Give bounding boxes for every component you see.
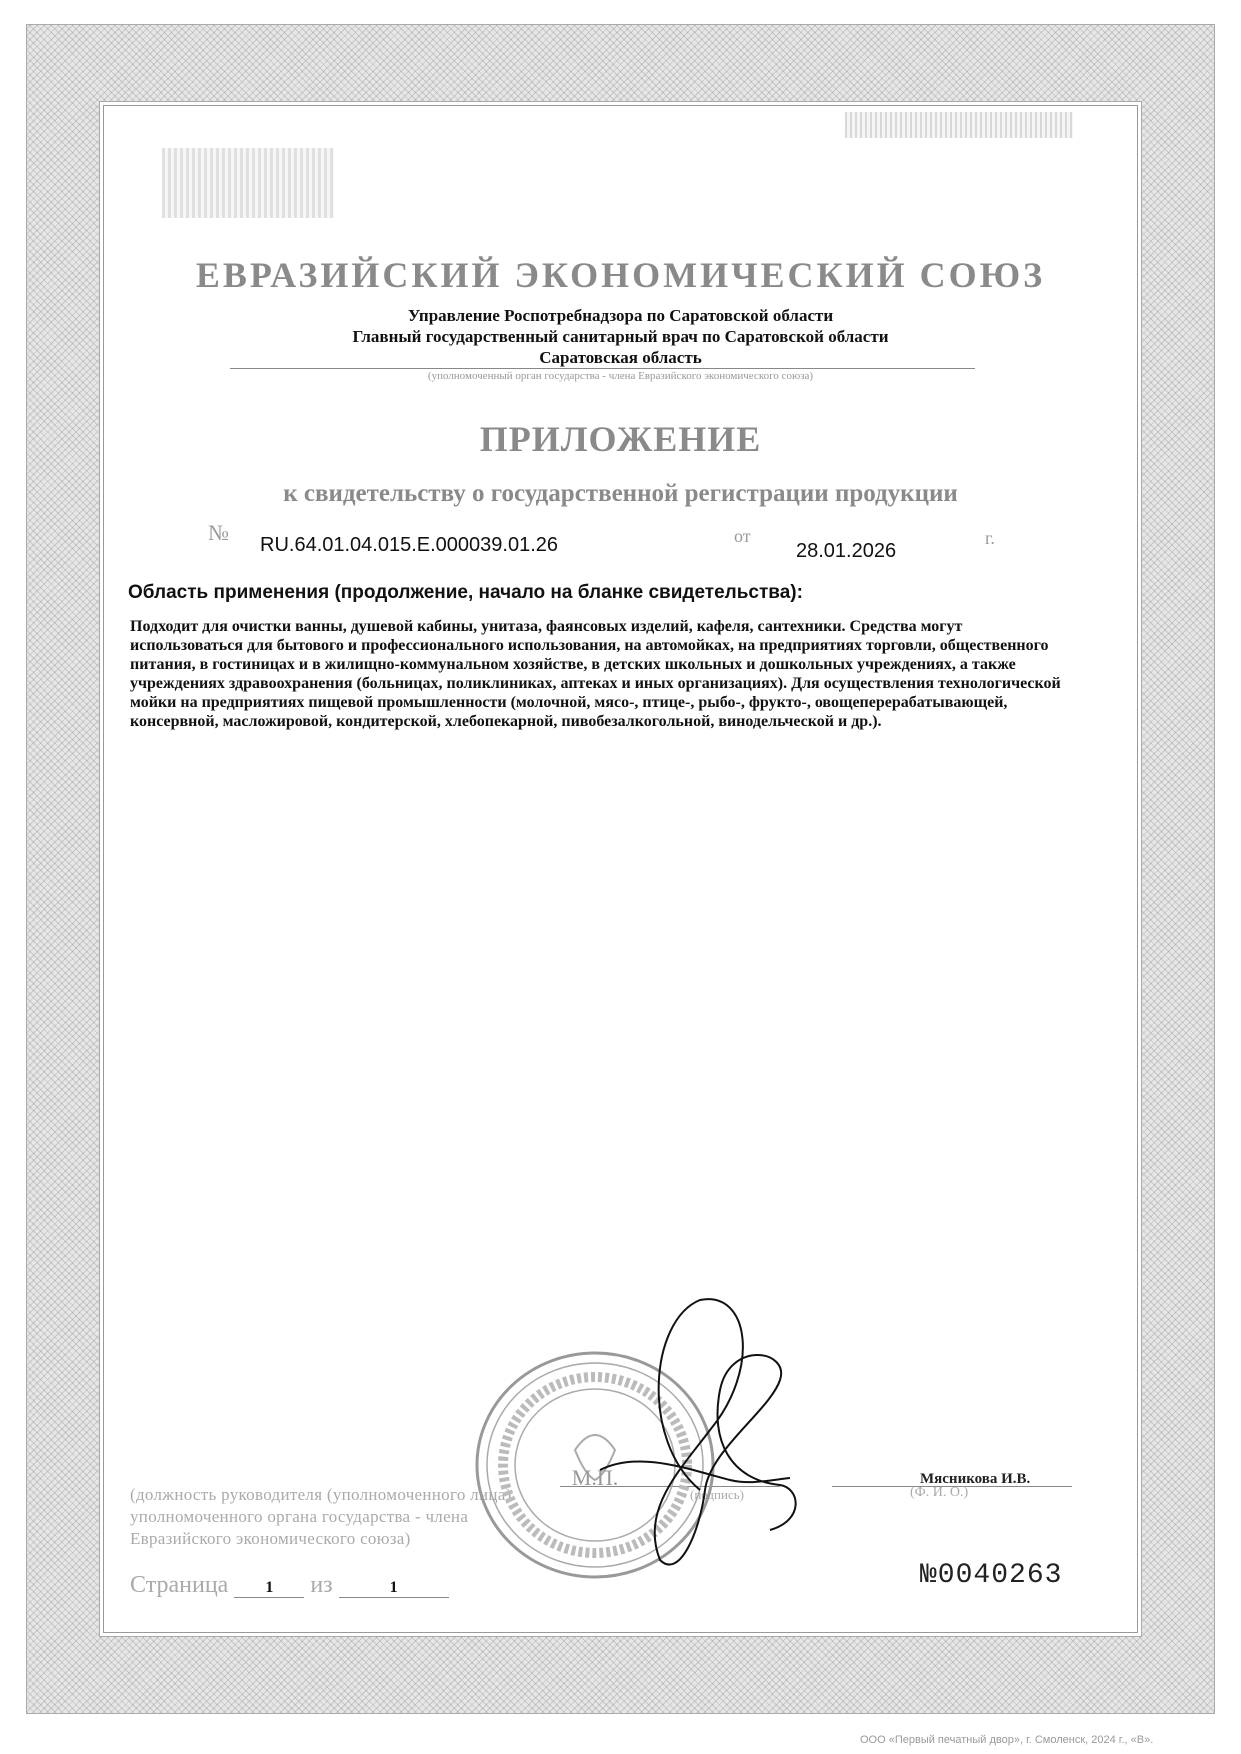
union-title: ЕВРАЗИЙСКИЙ ЭКОНОМИЧЕСКИЙ СОЮЗ: [195, 255, 1046, 295]
date-from-label: от: [734, 526, 751, 546]
barcode-strip-icon: [845, 112, 1073, 138]
signatory-name: Мясникова И.В.: [920, 1471, 1031, 1487]
seal-text: М.П.: [571, 1465, 619, 1490]
number-sign: №: [208, 520, 229, 545]
signature-caption: (подпись): [690, 1487, 744, 1502]
printer-info: ООО «Первый печатный двор», г. Смоленск, 2024 г., «В».: [860, 1734, 1154, 1746]
certificate-number: RU.64.01.04.015.Е.000039.01.26: [260, 534, 559, 556]
document-title: ПРИЛОЖЕНИЕ: [479, 419, 762, 459]
blank-area: [978, 148, 1088, 256]
blank-number: №0040263: [920, 1560, 1063, 1591]
position-caption: (должность руководителя (уполномоченного лица) уполномоченного органа государства - члена Евразийского экономического союза): [130, 1485, 512, 1548]
page-current: 1: [234, 1579, 304, 1598]
page-total: 1: [339, 1579, 449, 1598]
authority-underline: [230, 368, 975, 369]
barcode-icon: [162, 148, 334, 218]
page-of-label: из: [310, 1572, 333, 1598]
authority-caption: (уполномоченный орган государства - члена Евразийского экономического союза): [427, 370, 814, 382]
authority-line-3: Саратовская область: [539, 348, 702, 367]
fio-caption: (Ф. И. О.): [910, 1485, 969, 1500]
handwritten-signature: [580, 1280, 810, 1580]
scope-text: Подходит для очистки ванны, душевой кабины, унитаза, фаянсовых изделий, кафеля, сантехники. Средства могут использоваться для бытового и профессионального использования, на автомойках, на предприятиях торговли, общественного питания, в гостиницах и в жилищно-коммунальном хозяйстве, в детских школьных и дошкольных учреждениях, а также учреждениях здравоохранения (больницах, поликлиниках, аптеках и иных организациях). Для осуществления технологической мойки на предприятиях пищевой промышленности (молочной, мясо-, птице-, рыбо-, фрукто-, овощеперерабатывающей, консервной, масложировой, кондитерской, хлебопекарной, пивобезалкогольной, винодельческой и др.).: [130, 618, 1061, 730]
authority-line-1: Управление Роспотребнадзора по Саратовской области: [407, 306, 834, 325]
page-label: Страница: [130, 1572, 229, 1598]
document-subtitle: к свидетельству о государственной регистрации продукции: [283, 480, 958, 507]
year-suffix: г.: [985, 528, 995, 548]
scope-heading: Область применения (продолжение, начало на бланке свидетельства):: [128, 582, 803, 603]
certificate-date: 28.01.2026: [796, 540, 897, 562]
authority-line-2: Главный государственный санитарный врач по Саратовской области: [352, 327, 889, 346]
page-counter: [130, 1572, 449, 1599]
